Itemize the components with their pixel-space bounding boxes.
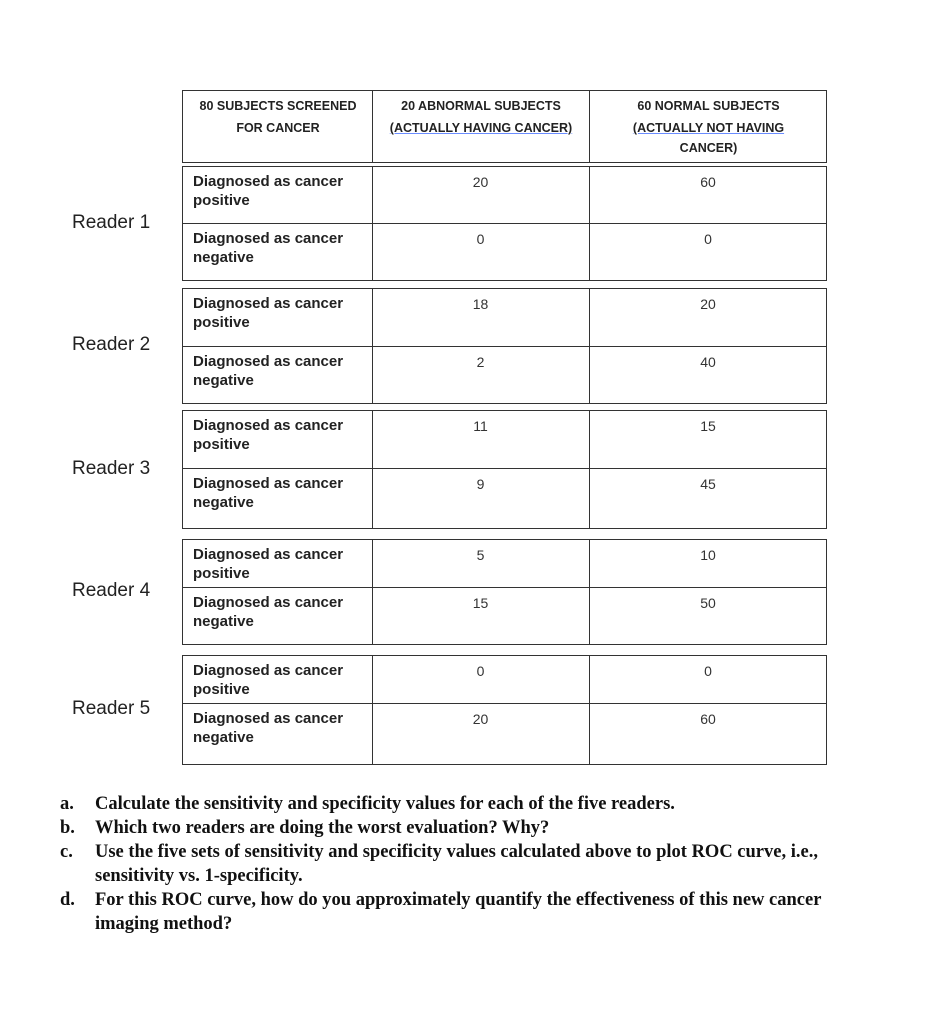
cell-value-pos-abnormal: 0	[476, 663, 485, 679]
reader-name: Reader 5	[72, 698, 151, 719]
cell-value-neg-abnormal: 0	[476, 231, 485, 247]
row-divider	[182, 587, 827, 588]
negative-label: Diagnosed as cancer negative	[193, 230, 344, 266]
cell-value-neg-normal: 40	[700, 354, 716, 370]
cell-value-pos-abnormal: 20	[472, 174, 489, 190]
negative-label: Diagnosed as cancer negative	[193, 594, 344, 630]
question-letter: d.	[60, 890, 75, 910]
cell-value-neg-abnormal: 9	[476, 476, 485, 492]
reader-name: Reader 1	[72, 212, 151, 233]
positive-label: Diagnosed as cancer positive	[193, 662, 344, 698]
question-item	[60, 792, 880, 816]
reader-name: Reader 3	[72, 458, 151, 479]
question-text: Use the five sets of sensitivity and specificity values calculated above to plot ROC curve, i.e., sensitivity vs. 1-specificity.	[95, 842, 818, 886]
question-item	[60, 888, 880, 936]
cell-value-neg-abnormal: 20	[472, 711, 489, 727]
question-text: Calculate the sensitivity and specificity values for each of the five readers.	[95, 794, 675, 814]
cell-value-neg-normal: 0	[704, 231, 712, 247]
positive-label: Diagnosed as cancer positive	[193, 173, 344, 209]
header-abnormal-line1: 20 ABNORMAL SUBJECTS	[401, 99, 561, 113]
cell-value-pos-abnormal: 18	[472, 296, 489, 312]
header-col-abnormal	[374, 95, 588, 139]
header-col-normal	[592, 95, 825, 157]
cell-value-pos-normal: 60	[700, 174, 716, 190]
cell-value-pos-abnormal: 11	[473, 418, 488, 434]
positive-label: Diagnosed as cancer positive	[193, 546, 344, 582]
row-divider	[182, 223, 827, 224]
positive-label: Diagnosed as cancer positive	[193, 417, 344, 453]
cell-value-neg-normal: 50	[700, 595, 716, 611]
negative-label: Diagnosed as cancer negative	[193, 710, 344, 746]
question-text: For this ROC curve, how do you approximately quantify the effectiveness of this new cancer imaging method?	[95, 890, 822, 934]
reader-name: Reader 4	[72, 580, 151, 601]
header-divider	[372, 90, 373, 163]
header-divider	[589, 90, 590, 163]
header-normal-line3: CANCER)	[679, 141, 738, 155]
header-abnormal-line2: (ACTUALLY HAVING CANCER)	[389, 121, 573, 135]
question-letter: a.	[60, 794, 74, 814]
cell-value-neg-abnormal: 15	[472, 595, 489, 611]
reader-name: Reader 2	[72, 334, 151, 355]
positive-label: Diagnosed as cancer positive	[193, 295, 344, 331]
row-divider	[182, 468, 827, 469]
cell-value-neg-normal: 45	[700, 476, 716, 492]
question-letter: b.	[60, 818, 75, 838]
question-letter: c.	[60, 842, 73, 862]
question-item	[60, 816, 880, 840]
question-text: Which two readers are doing the worst evaluation? Why?	[95, 818, 550, 838]
header-normal-line1: 60 NORMAL SUBJECTS	[637, 99, 780, 113]
cell-value-neg-normal: 60	[700, 711, 716, 727]
header-normal-line2: (ACTUALLY NOT HAVING	[632, 121, 785, 135]
cell-value-pos-normal: 10	[700, 547, 716, 563]
header-col-subjects: 80 SUBJECTS SCREENED FOR CANCER	[199, 99, 357, 135]
question-item	[60, 840, 880, 888]
cell-value-pos-normal: 20	[700, 296, 716, 312]
cell-value-pos-abnormal: 5	[476, 547, 485, 563]
row-divider	[182, 703, 827, 704]
cell-value-pos-normal: 15	[700, 418, 716, 434]
negative-label: Diagnosed as cancer negative	[193, 475, 344, 511]
cell-value-pos-normal: 0	[704, 663, 712, 679]
cell-value-neg-abnormal: 2	[476, 354, 485, 370]
row-divider	[182, 346, 827, 347]
negative-label: Diagnosed as cancer negative	[193, 353, 344, 389]
